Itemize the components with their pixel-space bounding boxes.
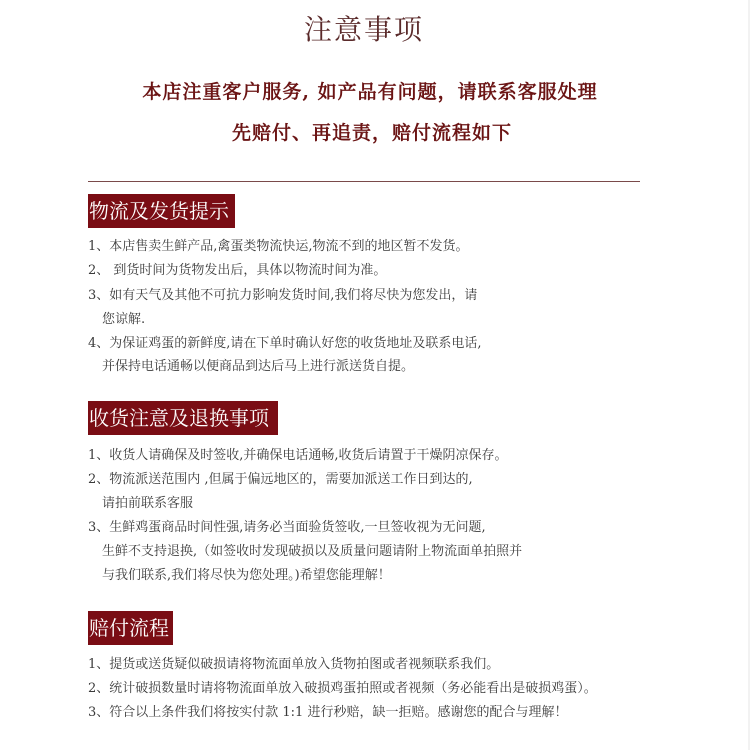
shipping-item-1: 1、本店售卖生鲜产品,禽蛋类物流快运,物流不到的地区暂不发货。: [88, 239, 469, 254]
compensation-item-2: 2、统计破损数量时请将物流面单放入破损鸡蛋拍照或者视频（务必能看出是破损鸡蛋）。: [88, 681, 597, 696]
receiving-item-2: 2、物流派送范围内 ,但属于偏远地区的，需要加派送工作日到达的,: [88, 472, 473, 487]
section-heading-compensation: 赔付流程: [88, 611, 173, 645]
divider: [88, 181, 640, 182]
intro-line-2: 先赔付、再追责，赔付流程如下: [231, 122, 512, 144]
shipping-item-3-cont: 您谅解.: [102, 312, 146, 327]
shipping-item-4-cont: 并保持电话通畅以便商品到达后马上进行派送货自提。: [102, 359, 415, 374]
compensation-item-1: 1、提货或送货疑似破损请将物流面单放入货物拍图或者视频联系我们。: [88, 657, 500, 672]
section-heading-shipping: 物流及发货提示: [88, 194, 235, 228]
receiving-item-2-cont: 请拍前联系客服: [102, 496, 194, 511]
section-heading-receiving: 收货注意及退换事项: [88, 401, 278, 435]
shipping-item-2: 2、 到货时间为货物发出后，具体以物流时间为准。: [88, 263, 387, 278]
receiving-item-3-cont2: 与我们联系,我们将尽快为您处理。)希望您能理解！: [102, 568, 391, 583]
compensation-item-3: 3、符合以上条件我们将按实付款 1:1 进行秒赔，缺一拒赔。感谢您的配合与理解！: [88, 705, 568, 720]
receiving-item-3: 3、生鲜鸡蛋商品时间性强,请务必当面验货签收,一旦签收视为无问题,: [88, 520, 486, 535]
receiving-item-1: 1、收货人请确保及时签收,并确保电话通畅,收货后请置于干燥阴凉保存。: [88, 448, 508, 463]
shipping-item-4: 4、为保证鸡蛋的新鲜度,请在下单时确认好您的收货地址及联系电话,: [88, 336, 482, 351]
shipping-item-3: 3、如有天气及其他不可抗力影响发货时间,我们将尽快为您发出，请: [88, 288, 478, 303]
intro-line-1: 本店注重客户服务, 如产品有问题，请联系客服处理: [142, 81, 598, 103]
page-title: 注意事项: [303, 13, 424, 46]
receiving-item-3-cont: 生鲜不支持退换,（如签收时发现破损以及质量问题请附上物流面单拍照并: [102, 544, 523, 559]
